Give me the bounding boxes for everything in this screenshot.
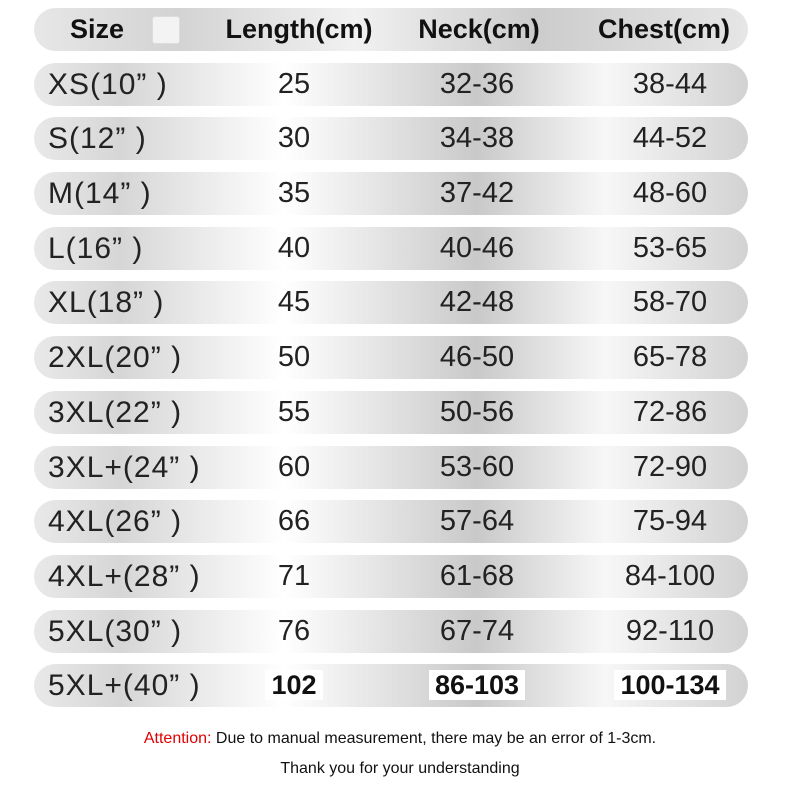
- header-length: Length(cm): [225, 14, 373, 44]
- attention-text: Due to manual measurement, there may be an error of 1-3cm.: [211, 730, 657, 747]
- table-row: [34, 336, 748, 379]
- table-row: [34, 227, 748, 270]
- neck-cell: 67-74: [439, 614, 515, 647]
- size-cell: 5XL(30” ): [48, 614, 183, 648]
- length-cell: 66: [277, 505, 311, 538]
- table-row: [34, 555, 748, 598]
- neck-cell: 40-46: [439, 231, 515, 264]
- table-row: [34, 391, 748, 434]
- neck-cell: [412, 664, 542, 707]
- length-cell: 76: [277, 614, 311, 647]
- size-cell: M(14” ): [48, 177, 152, 211]
- length-cell: 71: [277, 559, 311, 592]
- size-cell: XS(10” ): [48, 67, 168, 101]
- header-neck: Neck(cm): [418, 14, 540, 44]
- length-cell: 45: [277, 286, 311, 319]
- length-cell: 50: [277, 341, 311, 374]
- table-row: [34, 446, 748, 489]
- chest-cell: 72-86: [632, 395, 708, 428]
- neck-cell: 34-38: [439, 122, 515, 155]
- attention-label: Attention:: [143, 730, 212, 747]
- size-cell: S(12” ): [48, 122, 147, 156]
- neck-value: 86-103: [429, 670, 525, 700]
- header-size: Size: [70, 14, 125, 44]
- neck-cell: 57-64: [439, 505, 515, 538]
- length-cell: 55: [277, 395, 311, 428]
- table-row: [34, 500, 748, 543]
- chest-cell: 92-110: [625, 614, 715, 647]
- length-cell: 60: [277, 450, 311, 483]
- table-row: [34, 281, 748, 324]
- neck-cell: 42-48: [439, 286, 515, 319]
- chest-cell: 53-65: [632, 231, 708, 264]
- size-cell: 5XL+(40” ): [48, 669, 201, 703]
- table-row: [34, 117, 748, 160]
- table-row: [34, 610, 748, 653]
- length-cell: 30: [277, 122, 311, 155]
- length-cell: 40: [277, 231, 311, 264]
- chest-cell: 84-100: [624, 559, 716, 592]
- chest-cell: 48-60: [632, 177, 708, 210]
- chest-cell: 58-70: [632, 286, 708, 319]
- chest-cell: 72-90: [632, 450, 708, 483]
- size-cell: XL(18” ): [48, 286, 165, 320]
- table-header-row: [34, 8, 748, 51]
- table-row: [34, 172, 748, 215]
- size-cell: 4XL+(28” ): [48, 559, 201, 593]
- neck-cell: 37-42: [439, 177, 515, 210]
- chest-cell: 75-94: [632, 505, 708, 538]
- attention-note: [0, 730, 800, 748]
- size-chart-table: [34, 8, 748, 719]
- neck-cell: 61-68: [439, 559, 515, 592]
- neck-cell: 53-60: [439, 450, 515, 483]
- neck-cell: 32-36: [439, 67, 515, 100]
- length-value: 102: [265, 670, 322, 700]
- chest-value: 100-134: [614, 670, 725, 700]
- chest-cell: [600, 664, 740, 707]
- length-cell: [244, 664, 344, 707]
- header-chest: Chest(cm): [597, 14, 731, 44]
- size-cell: 3XL(22” ): [48, 395, 183, 429]
- length-cell: 35: [277, 177, 311, 210]
- table-row: [34, 664, 748, 707]
- chest-cell: 65-78: [632, 341, 708, 374]
- size-cell: 2XL(20” ): [48, 341, 183, 375]
- chest-cell: 38-44: [632, 67, 708, 100]
- header-checkbox[interactable]: [152, 16, 180, 44]
- size-cell: 3XL+(24” ): [48, 450, 201, 484]
- neck-cell: 46-50: [439, 341, 515, 374]
- chest-cell: 44-52: [632, 122, 708, 155]
- size-cell: L(16” ): [48, 231, 144, 265]
- neck-cell: 50-56: [439, 395, 515, 428]
- size-cell: 4XL(26” ): [48, 505, 183, 539]
- thanks-note: Thank you for your understanding: [280, 760, 520, 777]
- table-row: [34, 63, 748, 106]
- length-cell: 25: [277, 67, 311, 100]
